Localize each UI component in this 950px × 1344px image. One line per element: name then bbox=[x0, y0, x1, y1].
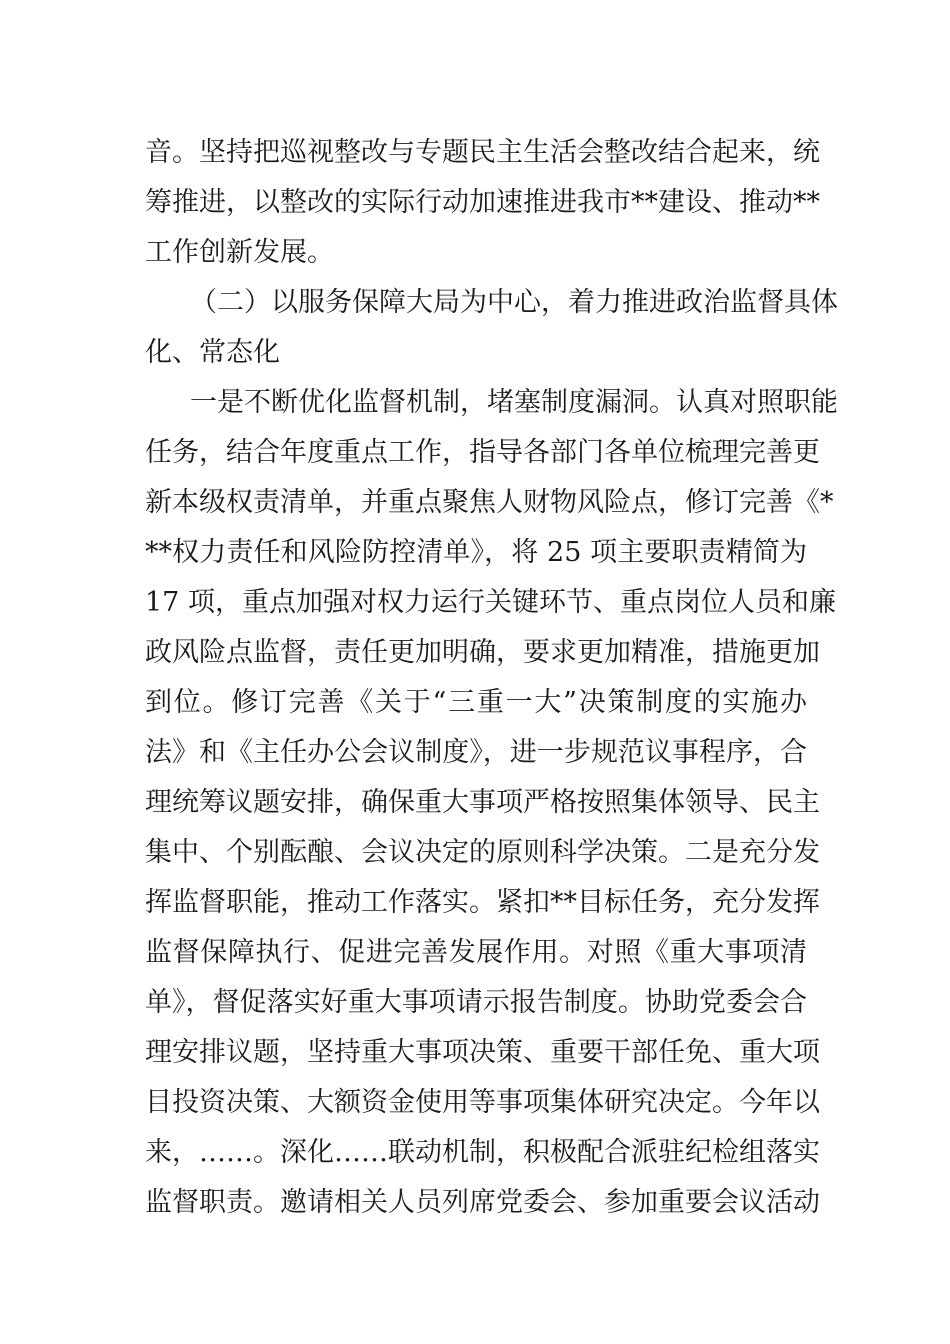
paragraph-line: 监督职责。邀请相关人员列席党委会、参加重要会议活动 bbox=[145, 1187, 820, 1218]
paragraph-line: 监督保障执行、促进完善发展作用。对照《重大事项清 bbox=[145, 937, 807, 968]
paragraph-line: 到位。修订完善《关于“三重一大”决策制度的实施办 bbox=[145, 687, 807, 718]
paragraph-line: 任务，结合年度重点工作，指导各部门各单位梳理完善更 bbox=[145, 437, 820, 468]
paragraph-line: 来，……。深化……联动机制，积极配合派驻纪检组落实 bbox=[145, 1137, 820, 1168]
paragraph-line: 目投资决策、大额资金使用等事项集体研究决定。今年以 bbox=[145, 1087, 820, 1118]
paragraph-line: 单》，督促落实好重大事项请示报告制度。协助党委会合 bbox=[145, 987, 807, 1018]
paragraph-line: 集中、个别酝酿、会议决定的原则科学决策。二是充分发 bbox=[145, 837, 820, 868]
paragraph-line: 工作创新发展。 bbox=[145, 237, 334, 268]
paragraph-line: 挥监督职能，推动工作落实。紧扣**目标任务，充分发挥 bbox=[145, 887, 820, 918]
section-heading: （二）以服务保障大局为中心，着力推进政治监督具体 bbox=[190, 287, 838, 318]
section-heading: 化、常态化 bbox=[145, 337, 280, 368]
paragraph-line: 理统筹议题安排，确保重大事项严格按照集体领导、民主 bbox=[145, 787, 820, 818]
paragraph-line: 理安排议题，坚持重大事项决策、重要干部任免、重大项 bbox=[145, 1037, 820, 1068]
paragraph-line: 政风险点监督，责任更加明确，要求更加精准，措施更加 bbox=[145, 637, 820, 668]
paragraph-line: 新本级权责清单，并重点聚焦人财物风险点，修订完善《* bbox=[145, 487, 834, 518]
paragraph-line: 一是不断优化监督机制，堵塞制度漏洞。认真对照职能 bbox=[190, 387, 838, 418]
paragraph-line: 法》和《主任办公会议制度》，进一步规范议事程序，合 bbox=[145, 737, 807, 768]
paragraph-line: 筹推进，以整改的实际行动加速推进我市**建设、推动** bbox=[145, 187, 820, 218]
paragraph-line: **权力责任和风险防控清单》，将 25 项主要职责精简为 bbox=[145, 537, 807, 568]
paragraph-line: 音。坚持把巡视整改与专题民主生活会整改结合起来，统 bbox=[145, 137, 820, 168]
paragraph-line: 17 项，重点加强对权力运行关键环节、重点岗位人员和廉 bbox=[145, 587, 836, 618]
